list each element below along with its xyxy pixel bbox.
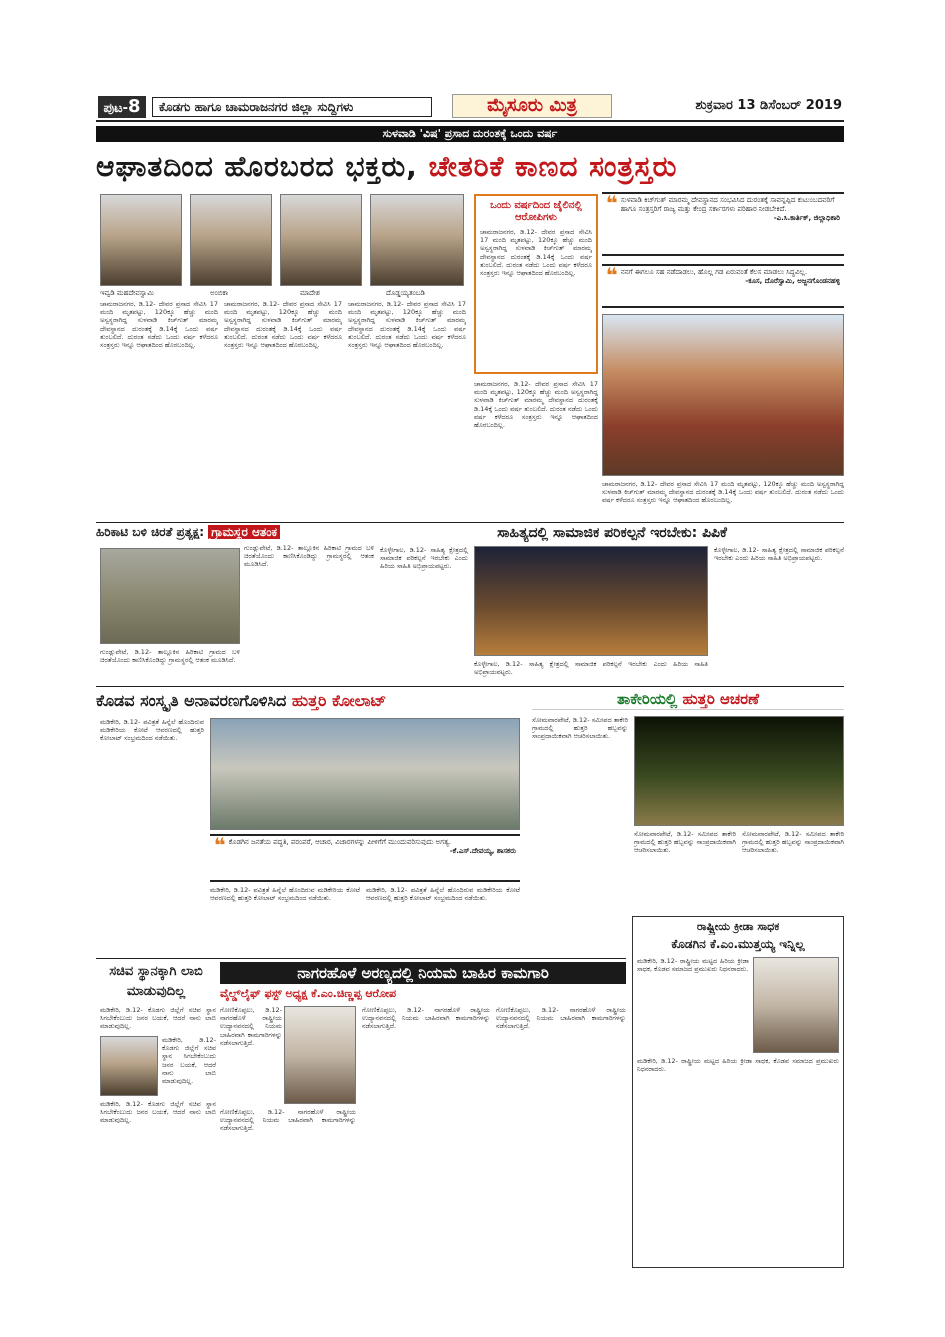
page-label: ಪುಟ- [103, 101, 128, 116]
leopard-title: ಹಿರಿಕಾಟಿ ಬಳಿ ಚಿರತೆ ಪ್ರತ್ಯಕ್ಷ: [96, 525, 205, 539]
quote-mark-icon: ❝ [214, 833, 226, 857]
page-number: 8 [127, 96, 141, 117]
lead-headline [96, 146, 844, 188]
divider [96, 958, 626, 959]
takeri-body-col1: ಸೋಮವಾರಪೇಟೆ, ಡಿ.12- ಸಮೀಪದ ತಾಕೇರಿ ಗ್ರಾಮದಲ್ಲಿ ಹುತ್ತರಿ ಹಬ್ಬವನ್ನು ಸಾಂಪ್ರದಾಯಿಕವಾಗಿ ಆಚರಿಸಲಾಯಿತು. [532, 716, 628, 741]
kodava-quote [210, 834, 520, 882]
obituary-title-2: ಕೊಡಗಿನ ಕೆ.ಎಂ.ಮುತ್ತಯ್ಯ ಇನ್ನಿಲ್ಲ [671, 937, 805, 951]
lead-body-col4: ಚಾಮರಾಜನಗರ, ಡಿ.12- ದೇವರ ಪ್ರಸಾದ ಸೇವಿಸಿ 17 ಮಂದಿ ಮೃತಪಟ್ಟು, 120ಕ್ಕೂ ಹೆಚ್ಚು ಮಂದಿ ಅಸ್ವಸ್ಥರಾಗಿದ್ದ ಸುಳವಾಡಿ ಕಿಚ್‌ಗುತ್ ಮಾರಮ್ಮ ದೇವಸ್ಥಾನದ ದುರಂತಕ್ಕೆ ಡಿ.14ಕ್ಕೆ ಒಂದು ವರ್ಷ ತುಂಬಲಿದೆ. ದುರಂತ ನಡೆದು ಒಂದು ವರ್ಷ ಕಳೆದರೂ ಸಂತ್ರಸ್ತರು ಇನ್ನೂ ಆಘಾತದಿಂದ ಹೊರಬಂದಿಲ್ಲ. [474, 380, 598, 430]
quote-collector-attr: -ಎ.ಸಿ.ಕಾರ್ತಿಕ್, ಜಿಲ್ಲಾಧಿಕಾರಿ [773, 214, 840, 222]
nagarahole-body-col2: ಗೋಣಿಕೊಪ್ಪಲು, ಡಿ.12- ನಾಗರಹೊಳೆ ರಾಷ್ಟ್ರೀಯ ಉದ್ಯಾನವನದಲ್ಲಿ ನಿಯಮ ಬಾಹಿರವಾಗಿ ಕಾಮಗಾರಿಗಳನ್ನು ನಡೆಸಲಾಗುತ್ತಿದೆ. [362, 1006, 490, 1031]
lead-kicker: ಸುಳವಾಡಿ 'ವಿಷ' ಪ್ರಸಾದ ದುರಂತಕ್ಕೆ ಒಂದು ವರ್ಷ [96, 126, 844, 142]
quote-victim-attr: -ಕೂಸ, ದೊರೆಸ್ವಾಮಿ, ಅಜ್ಜನಗೊಂಡನಹಳ್ಳಿ [745, 277, 840, 285]
page-header [96, 92, 844, 122]
issue-date: ಶುಕ್ರವಾರ 13 ಡಿಸೆಂಬರ್ 2019 [695, 98, 842, 113]
lead-body-col1: ಚಾಮರಾಜನಗರ, ಡಿ.12- ದೇವರ ಪ್ರಸಾದ ಸೇವಿಸಿ 17 ಮಂದಿ ಮೃತಪಟ್ಟು, 120ಕ್ಕೂ ಹೆಚ್ಚು ಮಂದಿ ಅಸ್ವಸ್ಥರಾಗಿದ್ದ ಸುಳವಾಡಿ ಕಿಚ್‌ಗುತ್ ಮಾರಮ್ಮ ದೇವಸ್ಥಾನದ ದುರಂತಕ್ಕೆ ಡಿ.14ಕ್ಕೆ ಒಂದು ವರ್ಷ ತುಂಬಲಿದೆ. ದುರಂತ ನಡೆದು ಒಂದು ವರ್ಷ ಕಳೆದರೂ ಸಂತ್ರಸ್ತರು ಇನ್ನೂ ಆಘಾತದಿಂದ ಹೊರಬಂದಿಲ್ಲ. [100, 300, 218, 350]
leopard-headline [96, 524, 376, 540]
takeri-body-col2: ಸೋಮವಾರಪೇಟೆ, ಡಿ.12- ಸಮೀಪದ ತಾಕೇರಿ ಗ್ರಾಮದಲ್ಲಿ ಹುತ್ತರಿ ಹಬ್ಬವನ್ನು ಸಾಂಪ್ರದಾಯಿಕವಾಗಿ ಆಚರಿಸಲಾಯಿತು. [634, 830, 736, 855]
kodava-quote-text: ಕೊಡಗಿನ ಜನತೆಯ ಪದ್ಧತಿ, ಪರಂಪರೆ, ಆಚಾರ, ವಿಚಾರಗಳನ್ನು ಪೀಳಿಗೆಗೆ ಮುಂದುವರಿಸುವುದು ಅಗತ್ಯ. [228, 838, 451, 846]
kodava-quote-attr: -ಕೆ.ಎಸ್.ದೇವಯ್ಯ, ಶಾಸಕರು [449, 847, 516, 855]
victim-photo-1 [100, 194, 182, 286]
quote-victim-text: ನನಗೆ ಈಗಲೂ ಸಹ ನಡೆದಾಡಲು, ಹೊಲ್ಲ ಗಡ ಏರುವಂತೆ ಕೆಲಸ ಮಾಡಲು ಸಿದ್ಧವಿಲ್ಲ. [620, 268, 808, 276]
leopard-title-red: ಗ್ರಾಮಸ್ಥರ ಆತಂಕ [208, 525, 280, 539]
kodava-title: ಕೊಡವ ಸಂಸ್ಕೃತಿ ಅನಾವರಣಗೊಳಿಸಿದ [96, 691, 287, 710]
sidebar-box-title: ಒಂದು ವರ್ಷದಿಂದ ಜೈಲಿನಲ್ಲಿ ಆರೋಪಿಗಳು [490, 200, 582, 223]
minister-body: ಮಡಿಕೇರಿ, ಡಿ.12- ಕೊಡಗು ಜಿಲ್ಲೆಗೆ ಸಚಿವ ಸ್ಥಾನ ಸಿಗಬೇಕೆಂಬುದು ಜನರ ಬಯಕೆ, ಆದರೆ ನಾನು ಲಾಬಿ ಮಾಡುವುದಿಲ್ಲ. [100, 1100, 216, 1125]
kolat-dance-photo [210, 718, 520, 830]
minister-title: ಸಚಿವ ಸ್ಥಾನಕ್ಕಾಗಿ ಲಾಬಿ ಮಾಡುವುದಿಲ್ಲ [109, 964, 203, 999]
takeri-title-red: ಹುತ್ತರಿ ಆಚರಣೆ [682, 690, 760, 708]
takeri-body-col3: ಸೋಮವಾರಪೇಟೆ, ಡಿ.12- ಸಮೀಪದ ತಾಕೇರಿ ಗ್ರಾಮದಲ್ಲಿ ಹುತ್ತರಿ ಹಬ್ಬವನ್ನು ಸಾಂಪ್ರದಾಯಿಕವಾಗಿ ಆಚರಿಸಲಾಯಿತು. [742, 830, 844, 855]
photo-caption-2: ಅಂಬಿಕಾ [210, 289, 229, 297]
obituary-body-lead: ಮಡಿಕೇರಿ, ಡಿ.12- ರಾಷ್ಟ್ರೀಯ ಮಟ್ಟದ ಹಿರಿಯ ಕ್ರೀಡಾ ಸಾಧಕ, ಕೊಡವ ಸಮಾಜದ ಪ್ರಮುಖರು ನಿಧನರಾದರು. [637, 957, 749, 974]
page-number-badge [98, 96, 146, 118]
leopard-body: ಗುಂಡ್ಲುಪೇಟೆ, ಡಿ.12- ತಾಲ್ಲೂಕಿನ ಹಿರಿಕಾಟಿ ಗ್ರಾಮದ ಬಳಿ ಚಿರತೆಯೊಂದು ಕಾಣಿಸಿಕೊಂಡಿದ್ದು ಗ್ರಾಮಸ್ಥರಲ್ಲಿ ಆತಂಕ ಮೂಡಿಸಿದೆ. [244, 544, 374, 569]
chinnappa-photo [284, 1006, 356, 1104]
minister-body-lead: ಮಡಿಕೇರಿ, ಡಿ.12- ಕೊಡಗು ಜಿಲ್ಲೆಗೆ ಸಚಿವ ಸ್ಥಾನ ಸಿಗಬೇಕೆಂಬುದು ಜನರ ಬಯಕೆ, ಆದರೆ ನಾನು ಲಾಬಿ ಮಾಡುವುದಿಲ್ಲ. [100, 1006, 216, 1031]
quote-collector [602, 192, 844, 256]
photo-caption-3: ಮಾದೇಶ [300, 289, 320, 297]
divider [96, 522, 844, 523]
photo-caption-1: ಇವ್ವಡಿ ಮಹದೇವಸ್ವಾಮಿ [100, 289, 154, 297]
divider [96, 686, 844, 687]
temple-photo [602, 314, 844, 476]
victim-photo-2 [190, 194, 272, 286]
obituary-title-1: ರಾಷ್ಟ್ರೀಯ ಕ್ರೀಡಾ ಸಾಧಕ [696, 920, 780, 933]
kodava-body-col1: ಮಡಿಕೇರಿ, ಡಿ.12- ಪವಿತ್ರತೆ ಹಿನ್ನೆಲೆ ಹೊಂದಿರುವ ಮಡಿಕೇರಿಯ ಕೋಟೆ ಆವರಣದಲ್ಲಿ ಹುತ್ತರಿ ಕೋಲಾಟ್ ಸಂಭ್ರಮದಿಂದ ನಡೆಯಿತು. [100, 718, 204, 743]
minister-body-side: ಮಡಿಕೇರಿ, ಡಿ.12- ಕೊಡಗು ಜಿಲ್ಲೆಗೆ ಸಚಿವ ಸ್ಥಾನ ಸಿಗಬೇಕೆಂಬುದು ಜನರ ಬಯಕೆ, ಆದರೆ ನಾನು ಲಾಬಿ ಮಾಡುವುದಿಲ್ಲ. [162, 1036, 216, 1086]
nagarahole-title: ನಾಗರಹೊಳೆ ಅರಣ್ಯದಲ್ಲಿ ನಿಯಮ ಬಾಹಿರ ಕಾಮಗಾರಿ [220, 962, 626, 984]
literature-title: ಸಾಹಿತ್ಯದಲ್ಲಿ ಸಾಮಾಜಿಕ ಪರಿಕಲ್ಪನೆ ಇರಬೇಕು: ಪಿಪಿಕೆ [497, 525, 727, 541]
quote-victim [602, 264, 844, 308]
literature-event-photo [474, 546, 708, 656]
minister-photo [100, 1036, 158, 1096]
kodava-body-col3: ಮಡಿಕೇರಿ, ಡಿ.12- ಪವಿತ್ರತೆ ಹಿನ್ನೆಲೆ ಹೊಂದಿರುವ ಮಡಿಕೇರಿಯ ಕೋಟೆ ಆವರಣದಲ್ಲಿ ಹುತ್ತರಿ ಕೋಲಾಟ್ ಸಂಭ್ರಮದಿಂದ ನಡೆಯಿತು. [366, 886, 520, 903]
literature-body-col1: ಕೊಳ್ಳೇಗಾಲ, ಡಿ.12- ಸಾಹಿತ್ಯ ಕ್ಷೇತ್ರದಲ್ಲಿ ಸಾಮಾಜಿಕ ಪರಿಕಲ್ಪನೆ ಇರಬೇಕು ಎಂದು ಹಿರಿಯ ಸಾಹಿತಿ ಅಭಿಪ್ರಾಯಪಟ್ಟರು. [380, 546, 468, 571]
sidebar-box [474, 194, 598, 374]
newspaper-page [96, 92, 844, 1268]
photo-caption-4: ದೊಡ್ಡಯ್ಯತಂಬಡಿ [386, 289, 425, 297]
leopard-photo [100, 548, 240, 644]
sidebar-box-body: ಚಾಮರಾಜನಗರ, ಡಿ.12- ದೇವರ ಪ್ರಸಾದ ಸೇವಿಸಿ 17 ಮಂದಿ ಮೃತಪಟ್ಟು, 120ಕ್ಕೂ ಹೆಚ್ಚು ಮಂದಿ ಅಸ್ವಸ್ಥರಾಗಿದ್ದ ಸುಳವಾಡಿ ಕಿಚ್‌ಗುತ್ ಮಾರಮ್ಮ ದೇವಸ್ಥಾನದ ದುರಂತಕ್ಕೆ ಡಿ.14ಕ್ಕೆ ಒಂದು ವರ್ಷ ತುಂಬಲಿದೆ. ದುರಂತ ನಡೆದು ಒಂದು ವರ್ಷ ಕಳೆದರೂ ಸಂತ್ರಸ್ತರು ಇನ್ನೂ ಆಘಾತದಿಂದ ಹೊರಬಂದಿಲ್ಲ. [480, 228, 592, 278]
kodava-body-col2: ಮಡಿಕೇರಿ, ಡಿ.12- ಪವಿತ್ರತೆ ಹಿನ್ನೆಲೆ ಹೊಂದಿರುವ ಮಡಿಕೇರಿಯ ಕೋಟೆ ಆವರಣದಲ್ಲಿ ಹುತ್ತರಿ ಕೋಲಾಟ್ ಸಂಭ್ರಮದಿಂದ ನಡೆಯಿತು. [210, 886, 360, 903]
takeri-title: ತಾಕೇರಿಯಲ್ಲಿ [616, 690, 678, 708]
nagarahole-body-lead: ಗೋಣಿಕೊಪ್ಪಲು, ಡಿ.12- ನಾಗರಹೊಳೆ ರಾಷ್ಟ್ರೀಯ ಉದ್ಯಾನವನದಲ್ಲಿ ನಿಯಮ ಬಾಹಿರವಾಗಿ ಕಾಮಗಾರಿಗಳನ್ನು ನಡೆಸಲಾಗುತ್ತಿದೆ. [220, 1006, 282, 1047]
literature-body-col2: ಕೊಳ್ಳೇಗಾಲ, ಡಿ.12- ಸಾಹಿತ್ಯ ಕ್ಷೇತ್ರದಲ್ಲಿ ಸಾಮಾಜಿಕ ಪರಿಕಲ್ಪನೆ ಇರಬೇಕು ಎಂದು ಹಿರಿಯ ಸಾಹಿತಿ ಅಭಿಪ್ರಾಯಪಟ್ಟರು. [474, 660, 708, 677]
quote-mark-icon: ❝ [606, 191, 618, 215]
lead-headline-black: ಆಘಾತದಿಂದ ಹೊರಬರದ ಭಕ್ತರು, [96, 150, 418, 183]
lead-body-col3: ಚಾಮರಾಜನಗರ, ಡಿ.12- ದೇವರ ಪ್ರಸಾದ ಸೇವಿಸಿ 17 ಮಂದಿ ಮೃತಪಟ್ಟು, 120ಕ್ಕೂ ಹೆಚ್ಚು ಮಂದಿ ಅಸ್ವಸ್ಥರಾಗಿದ್ದ ಸುಳವಾಡಿ ಕಿಚ್‌ಗುತ್ ಮಾರಮ್ಮ ದೇವಸ್ಥಾನದ ದುರಂತಕ್ಕೆ ಡಿ.14ಕ್ಕೆ ಒಂದು ವರ್ಷ ತುಂಬಲಿದೆ. ದುರಂತ ನಡೆದು ಒಂದು ವರ್ಷ ಕಳೆದರೂ ಸಂತ್ರಸ್ತರು ಇನ್ನೂ ಆಘಾತದಿಂದ ಹೊರಬಂದಿಲ್ಲ. [348, 300, 466, 350]
victim-photo-3 [280, 194, 362, 286]
leopard-body-2: ಗುಂಡ್ಲುಪೇಟೆ, ಡಿ.12- ತಾಲ್ಲೂಕಿನ ಹಿರಿಕಾಟಿ ಗ್ರಾಮದ ಬಳಿ ಚಿರತೆಯೊಂದು ಕಾಣಿಸಿಕೊಂಡಿದ್ದು ಗ್ರಾಮಸ್ಥರಲ್ಲಿ ಆತಂಕ ಮೂಡಿಸಿದೆ. [100, 648, 240, 665]
obituary-body: ಮಡಿಕೇರಿ, ಡಿ.12- ರಾಷ್ಟ್ರೀಯ ಮಟ್ಟದ ಹಿರಿಯ ಕ್ರೀಡಾ ಸಾಧಕ, ಕೊಡವ ಸಮಾಜದ ಪ್ರಮುಖರು ನಿಧನರಾದರು. [637, 1057, 839, 1074]
huttari-night-photo [634, 716, 844, 826]
nagarahole-body-col3: ಗೋಣಿಕೊಪ್ಪಲು, ಡಿ.12- ನಾಗರಹೊಳೆ ರಾಷ್ಟ್ರೀಯ ಉದ್ಯಾನವನದಲ್ಲಿ ನಿಯಮ ಬಾಹಿರವಾಗಿ ಕಾಮಗಾರಿಗಳನ್ನು ನಡೆಸಲಾಗುತ್ತಿದೆ. [496, 1006, 626, 1031]
lead-body-col2: ಚಾಮರಾಜನಗರ, ಡಿ.12- ದೇವರ ಪ್ರಸಾದ ಸೇವಿಸಿ 17 ಮಂದಿ ಮೃತಪಟ್ಟು, 120ಕ್ಕೂ ಹೆಚ್ಚು ಮಂದಿ ಅಸ್ವಸ್ಥರಾಗಿದ್ದ ಸುಳವಾಡಿ ಕಿಚ್‌ಗುತ್ ಮಾರಮ್ಮ ದೇವಸ್ಥಾನದ ದುರಂತಕ್ಕೆ ಡಿ.14ಕ್ಕೆ ಒಂದು ವರ್ಷ ತುಂಬಲಿದೆ. ದುರಂತ ನಡೆದು ಒಂದು ವರ್ಷ ಕಳೆದರೂ ಸಂತ್ರಸ್ತರು ಇನ್ನೂ ಆಘಾತದಿಂದ ಹೊರಬಂದಿಲ್ಲ. [224, 300, 342, 350]
kodava-title-red: ಹುತ್ತರಿ ಕೋಲಾಟ್ [291, 691, 387, 710]
kodava-headline [96, 690, 526, 712]
masthead-logo: ಮೈಸೂರು ಮಿತ್ರ [452, 94, 612, 118]
nagarahole-subtitle: ವೈಲ್ಡ್‌ಲೈಫ್ ಫಸ್ಟ್ ಅಧ್ಯಕ್ಷ ಕೆ.ಎಂ.ಚಿಣ್ಣಪ್ಪ ಆರೋಪ [220, 987, 397, 1000]
quote-collector-text: ಸುಳವಾಡಿ ಕಿಚ್‌ಗುತ್ ಮಾರಮ್ಮ ದೇವಸ್ಥಾನದ ಸಂಭವಿಸಿದ ದುರಂತಕ್ಕೆ ಸಾವನ್ನಪ್ಪಿದ ಕುಟುಂಬದವರಿಗೆ ಹಾಗೂ ಸಂತ್ರಸ್ತರಿಗೆ ರಾಜ್ಯ ಮತ್ತು ಕೇಂದ್ರ ಸರ್ಕಾರಗಳು ಪರಿಹಾರ ನೀಡಬೇಕಿದೆ. [620, 196, 835, 213]
literature-body-col3: ಕೊಳ್ಳೇಗಾಲ, ಡಿ.12- ಸಾಹಿತ್ಯ ಕ್ಷೇತ್ರದಲ್ಲಿ ಸಾಮಾಜಿಕ ಪರಿಕಲ್ಪನೆ ಇರಬೇಕು ಎಂದು ಹಿರಿಯ ಸಾಹಿತಿ ಅಭಿಪ್ರಾಯಪಟ್ಟರು. [714, 546, 844, 563]
nagarahole-body-col1: ಗೋಣಿಕೊಪ್ಪಲು, ಡಿ.12- ನಾಗರಹೊಳೆ ರಾಷ್ಟ್ರೀಯ ಉದ್ಯಾನವನದಲ್ಲಿ ನಿಯಮ ಬಾಹಿರವಾಗಿ ಕಾಮಗಾರಿಗಳನ್ನು ನಡೆಸಲಾಗುತ್ತಿದೆ. [220, 1108, 356, 1133]
quote-mark-icon: ❝ [606, 263, 618, 287]
victim-photo-4 [370, 194, 464, 286]
section-title: ಕೊಡಗು ಹಾಗೂ ಚಾಮರಾಜನಗರ ಜಿಲ್ಲಾ ಸುದ್ದಿಗಳು [152, 97, 432, 117]
lead-body-col5: ಚಾಮರಾಜನಗರ, ಡಿ.12- ದೇವರ ಪ್ರಸಾದ ಸೇವಿಸಿ 17 ಮಂದಿ ಮೃತಪಟ್ಟು, 120ಕ್ಕೂ ಹೆಚ್ಚು ಮಂದಿ ಅಸ್ವಸ್ಥರಾಗಿದ್ದ ಸುಳವಾಡಿ ಕಿಚ್‌ಗುತ್ ಮಾರಮ್ಮ ದೇವಸ್ಥಾನದ ದುರಂತಕ್ಕೆ ಡಿ.14ಕ್ಕೆ ಒಂದು ವರ್ಷ ತುಂಬಲಿದೆ. ದುರಂತ ನಡೆದು ಒಂದು ವರ್ಷ ಕಳೆದರೂ ಸಂತ್ರಸ್ತರು ಇನ್ನೂ ಆಘಾತದಿಂದ ಹೊರಬಂದಿಲ್ಲ. [602, 480, 844, 505]
takeri-headline [532, 688, 844, 710]
obituary-box [632, 916, 844, 1268]
lead-headline-red: ಚೇತರಿಕೆ ಕಾಣದ ಸಂತ್ರಸ್ತರು [428, 150, 678, 183]
muthaiah-photo [753, 957, 839, 1053]
